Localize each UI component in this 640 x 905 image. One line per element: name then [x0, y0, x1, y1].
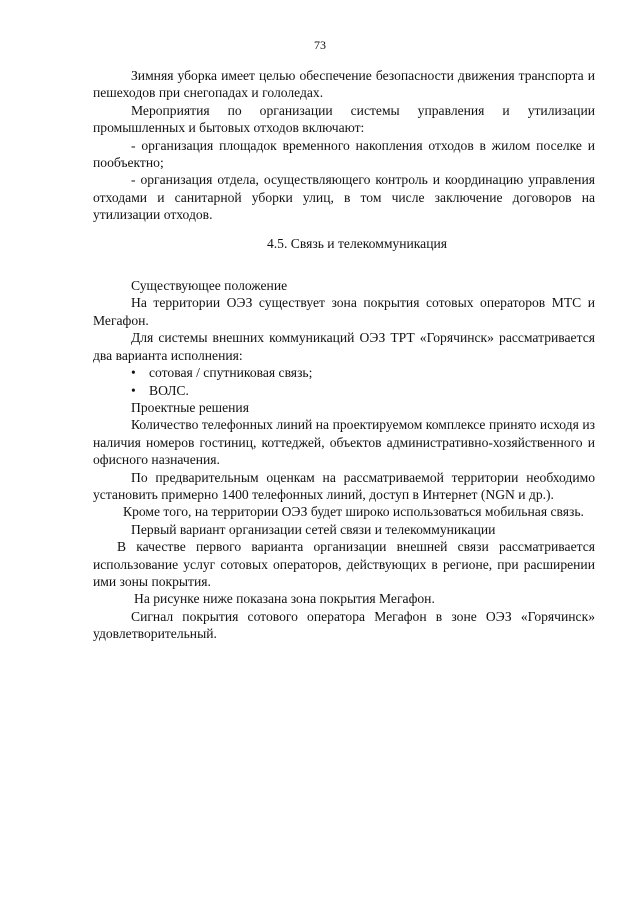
paragraph-waste-department: - организация отдела, осуществляющего контроль и координацию управления отходами и санитарной уборки улиц, в том числе заключение договоров на утилизации отходов.: [93, 172, 595, 223]
page-number: 73: [314, 38, 326, 52]
list-item-text: ВОЛС.: [149, 382, 189, 398]
paragraph-waste-sites: - организация площадок временного накопления отходов в жилом поселке и пообъектно;: [93, 137, 595, 171]
paragraph-phone-lines-estimate: По предварительным оценкам на рассматриваемой территории необходимо установить примерно 1400 телефонных линий, доступ в Интернет (NGN и др.).: [93, 469, 595, 502]
paragraph-waste-measures: Мероприятия по организации системы управления и утилизации промышленных и бытовых отходов включают:: [93, 102, 595, 136]
paragraph-phone-lines-count: Количество телефонных линий на проектируемом комплексе принято исходя из наличия номеров гостиниц, коттеджей, объектов административно-хозяйственного и офисного назначения.: [93, 417, 595, 468]
section-heading: 4.5. Связь и телекоммуникация: [266, 235, 448, 251]
design-solutions-label: Проектные решения: [131, 399, 249, 415]
page-content: [93, 67, 595, 643]
list-item: [131, 364, 595, 381]
paragraph-signal-quality: Сигнал покрытия сотового оператора Мегафон в зоне ОЭЗ «Горячинск» удовлетворительный.: [93, 608, 595, 642]
list-item-text: сотовая / спутниковая связь;: [149, 365, 313, 381]
existing-situation-label: Существующее положение: [131, 278, 288, 294]
paragraph-winter-cleaning: Зимняя уборка имеет целью обеспечение безопасности движения транспорта и пешеходов при снегопадах и гололедах.: [93, 68, 595, 101]
paragraph-mobile-usage: Кроме того, на территории ОЭЗ будет широко использоваться мобильная связь.: [123, 504, 584, 520]
paragraph-first-variant: В качестве первого варианта организации внешней связи рассматривается использование услуг сотовых операторов, действующих в регионе, при расширении ими зоны покрытия.: [93, 539, 595, 589]
bullet-icon: •: [131, 365, 136, 381]
paragraph-two-variants: Для системы внешних коммуникаций ОЭЗ ТРТ «Горячинск» рассматривается два варианта исполнения:: [93, 330, 595, 363]
list-item: [131, 382, 595, 399]
first-variant-label: Первый вариант организации сетей связи и телекоммуникации: [131, 521, 496, 537]
paragraph-figure-reference: На рисунке ниже показана зона покрытия Мегафон.: [134, 591, 435, 607]
variant-list: [93, 364, 595, 399]
bullet-icon: •: [131, 382, 136, 398]
paragraph-coverage-zone: На территории ОЭЗ существует зона покрытия сотовых операторов МТС и Мегафон.: [93, 295, 595, 328]
